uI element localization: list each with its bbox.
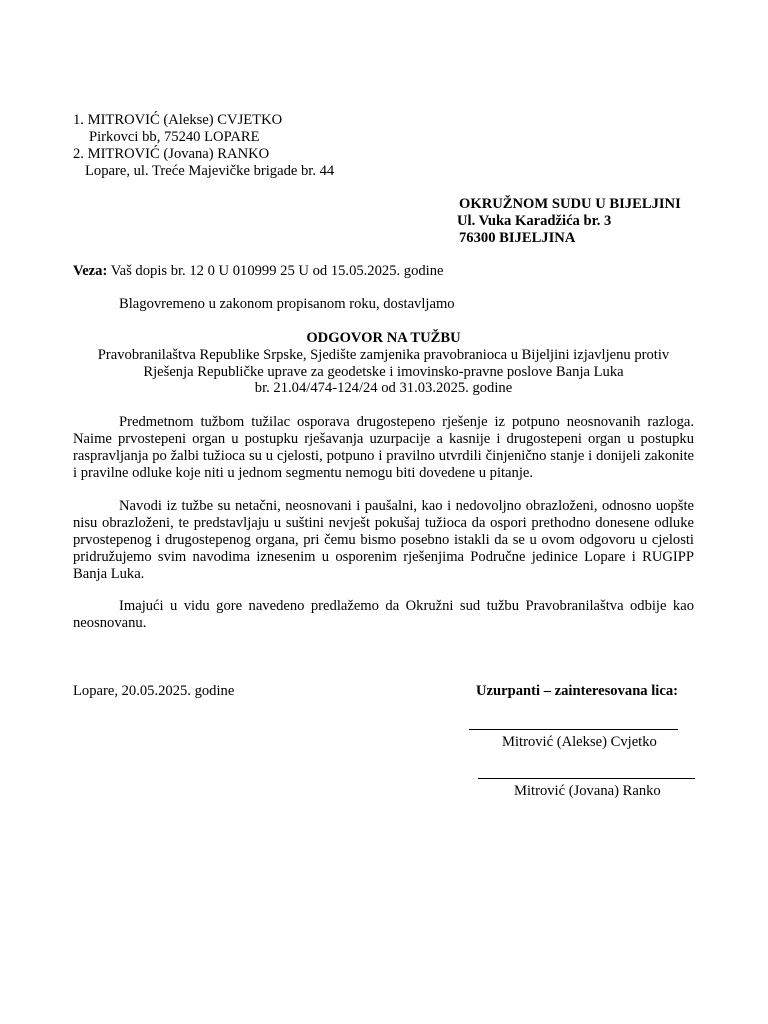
reference <box>73 263 444 280</box>
reference-label: Veza: <box>73 263 108 279</box>
recipient-court: OKRUŽNOM SUDU U BIJELJINI <box>459 196 681 212</box>
sender-line-1: 1. MITROVIĆ (Alekse) CVJETKO <box>73 112 283 128</box>
body-paragraph-2-text: Navodi iz tužbe su netačni, neosnovani i paušalni, kao i nedovoljno obrazloženi, odnosno uopšte nisu obrazloženi, te predstavljaju u suštini nevješt pokušaj tužioca da ospori prethodno donesene odluke prvostepenog i drugostepenog organa, pri čemu bismo posebno istakli da se u ovom odgovoru u cjelosti pridružujemo svim navodima iznesenim u osporenim rješenjima Područne jedinice Lopare i RUGIPP Banja Luka. <box>73 498 694 582</box>
intro-text: Blagovremeno u zakonom propisanom roku, dostavljamo <box>119 296 455 312</box>
title-line-2: Rješenja Republičke uprave za geodetske i imovinsko-pravne poslove Banja Luka <box>143 364 624 380</box>
place-date: Lopare, 20.05.2025. godine <box>73 683 235 699</box>
body-paragraph-3-text: Imajući u vidu gore navedeno predlažemo da Okružni sud tužbu Pravobranilaštva odbije kao neosnovanu. <box>73 598 694 631</box>
title-line-3: br. 21.04/474-124/24 od 31.03.2025. godine <box>254 380 513 396</box>
sender-address-1: Pirkovci bb, 75240 LOPARE <box>89 129 260 145</box>
reference-text: Vaš dopis br. 12 0 U 010999 25 U od 15.05.2025. godine <box>107 263 444 279</box>
signature-line-2 <box>478 778 695 779</box>
title-line-1: Pravobranilaštva Republike Srpske, Sjedište zamjenika pravobranioca u Bijeljini izjavljenu protiv <box>97 347 670 363</box>
recipient-city: 76300 BIJELJINA <box>459 230 576 246</box>
signatories-label: Uzurpanti – zainteresovana lica: <box>476 683 678 699</box>
recipient-street: Ul. Vuka Karadžića br. 3 <box>457 213 612 229</box>
signatory-1-name: Mitrović (Alekse) Cvjetko <box>502 734 657 750</box>
body-paragraph-1-text: Predmetnom tužbom tužilac osporava drugostepeno rješenje iz potpuno neosnovanih razloga. Naime prvostepeni organ u postupku rješavanja uzurpacije a kasnije i drugostepeni organ u postupku raspravljanja po žalbi tužioca su u cjelosti, potpuno i pravilno utvrdili činjenično stanje i donijeli zakonite i pravilne odluke koje niti u jednom segmentu nemogu biti dovedene u pitanje. <box>73 414 694 481</box>
signature-line-1 <box>469 729 678 730</box>
document-title: ODGOVOR NA TUŽBU <box>306 330 461 346</box>
sender-line-2: 2. MITROVIĆ (Jovana) RANKO <box>73 146 270 162</box>
signatory-2-name: Mitrović (Jovana) Ranko <box>514 783 661 799</box>
body-paragraph-1 <box>73 414 694 482</box>
body-paragraph-3 <box>73 598 694 632</box>
sender-address-2: Lopare, ul. Treće Majevičke brigade br. 44 <box>85 163 335 179</box>
body-paragraph-2 <box>73 498 694 583</box>
